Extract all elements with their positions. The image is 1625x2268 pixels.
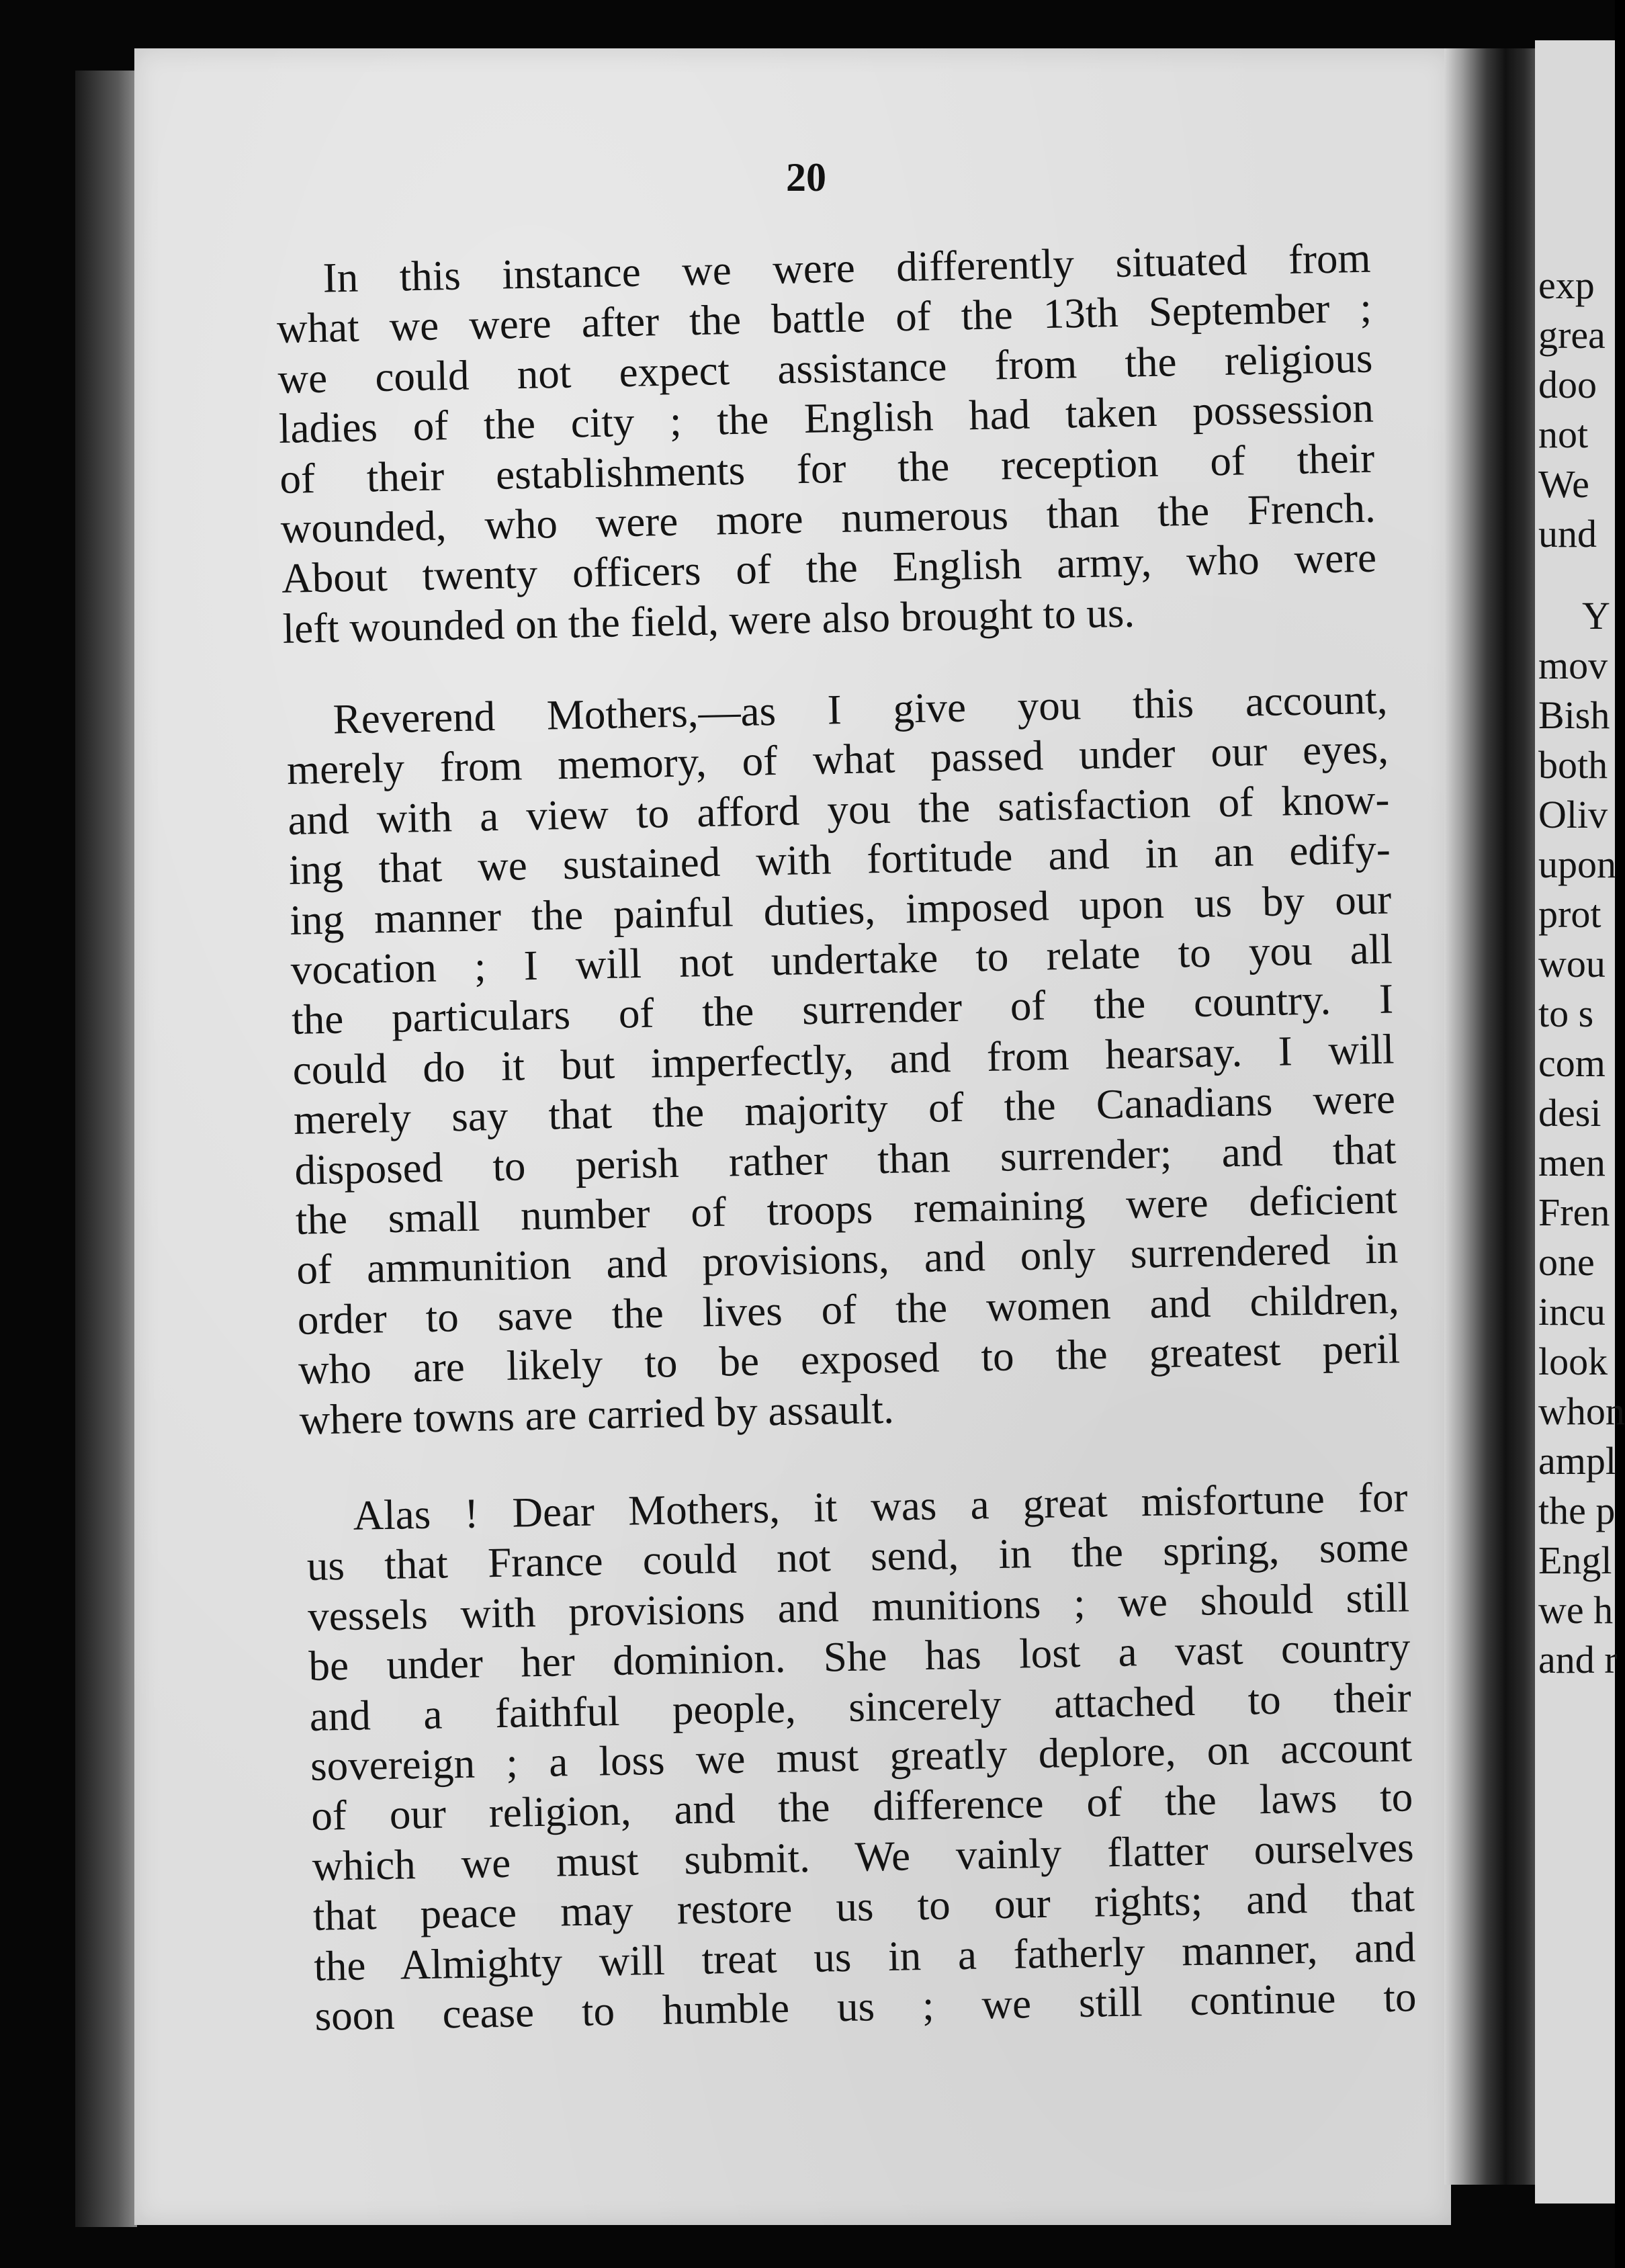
text-line: of ammunition and provisions, and only surrendered in [296, 1225, 1399, 1294]
fragment-line: Fren [1538, 1190, 1610, 1234]
text-line: the particulars of the surrender of the country. I [291, 975, 1394, 1044]
fragment-line: ampl [1538, 1439, 1616, 1483]
text-line: the small number of troops remaining were deficient [295, 1175, 1398, 1244]
text-line: Reverend Mothers,—as I give you this account, [333, 675, 1389, 743]
text-line: About twenty officers of the English army, who were [281, 534, 1377, 603]
text-line: order to save the lives of the women and children, [297, 1275, 1400, 1344]
facing-page-fragment-a [1538, 261, 1606, 559]
facing-page-fragment-b [1538, 591, 1625, 1685]
paragraph-2 [286, 674, 1401, 1445]
fragment-line: and r [1538, 1638, 1618, 1682]
fragment-line: exp [1538, 263, 1595, 307]
text-line: could do it but imperfectly, and from hearsay. I will [292, 1025, 1395, 1094]
text-line: In this instance we were differently situated from [322, 234, 1372, 302]
fragment-line: We [1538, 462, 1589, 506]
fragment-line: Engl [1538, 1538, 1612, 1582]
fragment-line: doo [1538, 363, 1597, 406]
text-line: that peace may restore us to our rights; and that [312, 1873, 1415, 1940]
text-line: merely from memory, of what passed under our eyes, [286, 725, 1389, 794]
fragment-line: grea [1538, 313, 1606, 357]
text-line: us that France could not send, in the spring, some [306, 1523, 1409, 1590]
text-line: which we must submit. We vainly flatter ourselves [312, 1823, 1415, 1890]
text-line: Alas ! Dear Mothers, it was a great misfortune for [353, 1473, 1409, 1539]
text-line: wounded, who were more numerous than the French. [280, 484, 1376, 552]
fragment-line: Bish [1538, 693, 1610, 737]
text-line: where towns are carried by assault. [299, 1385, 895, 1444]
fragment-line: Y [1582, 594, 1610, 638]
text-line: of their establishments for the reception of their [279, 434, 1375, 503]
text-line: merely say that the majority of the Canadians were [293, 1075, 1396, 1144]
text-line: soon cease to humble us ; we still continue to [314, 1973, 1417, 2040]
text-line: be under her dominion. She has lost a vast country [308, 1623, 1411, 1690]
fragment-line: Oliv [1538, 793, 1608, 836]
fragment-line: one [1538, 1240, 1595, 1284]
text-line: disposed to perish rather than surrender; and that [294, 1125, 1397, 1194]
text-line: what we were after the battle of the 13th September ; [276, 284, 1372, 353]
fragment-line: com [1538, 1041, 1606, 1085]
text-line: ladies of the city ; the English had taken possession [278, 384, 1374, 453]
fragment-line: whon [1538, 1389, 1625, 1433]
text-line: who are likely to be exposed to the greatest peril [298, 1325, 1401, 1394]
left-binding-edge [75, 71, 137, 2227]
fragment-line: both [1538, 743, 1608, 787]
fragment-line: the p [1538, 1489, 1616, 1532]
page-number: 20 [786, 155, 826, 200]
fragment-line: desi [1538, 1091, 1601, 1135]
text-line: sovereign ; a loss we must greatly deplore, on account [310, 1723, 1413, 1790]
fragment-line: we h [1538, 1588, 1614, 1632]
text-line: ing that we sustained with fortitude and in an edify- [288, 825, 1391, 894]
text-line: vocation ; I will not undertake to relate to you all [290, 925, 1393, 994]
fragment-line: to s [1538, 992, 1594, 1035]
paragraph-3 [306, 1472, 1417, 2041]
text-line: and a faithful people, sincerely attached to their [309, 1673, 1412, 1740]
fragment-line: men [1538, 1141, 1606, 1184]
fragment-line: look [1538, 1340, 1608, 1383]
fragment-line: und [1538, 512, 1597, 556]
fragment-line: mov [1538, 644, 1608, 687]
fragment-line: wou [1538, 942, 1606, 986]
paragraph-1 [275, 233, 1378, 654]
fragment-line: prot [1538, 892, 1601, 936]
fragment-line: upon [1538, 842, 1616, 886]
text-line: ing manner the painful duties, imposed upon us by our [289, 875, 1392, 944]
text-line: vessels with provisions and munitions ; we should still [307, 1573, 1410, 1640]
text-line: of our religion, and the difference of the laws to [310, 1773, 1413, 1840]
fragment-line: incu [1538, 1290, 1606, 1334]
text-line: we could not expect assistance from the religious [277, 334, 1373, 402]
book-gutter-shadow [1444, 48, 1538, 2185]
fragment-line: not [1538, 412, 1589, 456]
text-line: the Almighty will treat us in a fatherly manner, and [313, 1923, 1416, 1990]
text-line: and with a view to afford you the satisfaction of know- [287, 775, 1390, 844]
text-line: left wounded on the field, were also brought to us. [282, 588, 1135, 652]
